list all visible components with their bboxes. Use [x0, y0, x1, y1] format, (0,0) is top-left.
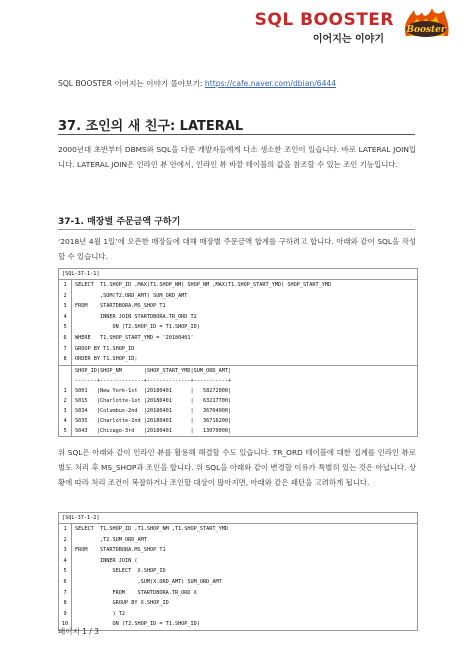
code-line	[59, 566, 417, 577]
code-text: GROUP BY X.SHOP_ID	[75, 600, 169, 607]
code-text: FROM STARTDBORA.MS_SHOP T1	[75, 303, 166, 310]
code-line	[59, 577, 417, 588]
line-number: 7	[59, 344, 72, 355]
code-text: ) T2	[75, 610, 125, 617]
code-line	[59, 322, 417, 333]
code-text: S035 |Charlotte-2nd |20180401 | 36716200|	[75, 417, 232, 424]
code-line	[59, 312, 417, 323]
line-number: 10	[59, 619, 72, 630]
code-text: INNER JOIN (	[75, 557, 138, 564]
code-text: ,SUM(X.ORD_AMT) SUM_ORD_AMT	[75, 578, 222, 585]
code-line	[59, 556, 417, 567]
intro-paragraph: 2000년대 초반부터 DBMS와 SQL을 다룬 개발자들에게 다소 생소한 조인이 있습니다. 바로 LATERAL JOIN입니다. LATERAL JOIN은 인라인 뷰 안에서, 인라인 뷰 바깥 테이블의 값을 참조할 수 있는 조인 기능입니다.	[58, 145, 416, 169]
code-text: -------+--------------+--------------+-----------+	[75, 377, 232, 384]
code-line	[59, 333, 417, 344]
code-text: GROUP BY T1.SHOP_ID	[75, 345, 135, 352]
code-block-header: [SQL-37-1-2]	[59, 513, 417, 524]
cafe-link-line	[58, 78, 336, 89]
sql-code-block-1	[58, 268, 418, 437]
code-text: FROM STARTDBORA.TR_ORD X	[75, 589, 197, 596]
sub-paragraph: ‘2018년 4월 1일’에 오픈한 매장들에 대해 매장별 주문금액 합계를 구하려고 합니다. 아래와 같이 SQL을 작성할 수 있습니다.	[58, 237, 416, 261]
line-number: 7	[59, 588, 72, 599]
code-line	[59, 535, 417, 546]
code-line	[59, 545, 417, 556]
code-line	[59, 291, 417, 302]
line-number	[59, 366, 72, 376]
line-number: 3	[59, 406, 72, 416]
line-number: 8	[59, 354, 72, 365]
code-text: FROM STARTDBORA.MS_SHOP T1	[75, 547, 166, 554]
line-number: 1	[59, 524, 72, 535]
code-line	[59, 354, 417, 365]
code-line	[59, 588, 417, 599]
line-number: 3	[59, 545, 72, 556]
code-line	[59, 524, 417, 535]
line-number: 8	[59, 598, 72, 609]
query-result-table	[59, 365, 417, 436]
section-title: 37. 조인의 새 친구: LATERAL	[58, 119, 244, 134]
logo-flame-badge-icon	[400, 6, 452, 42]
subsection-title: 37-1. 매장별 주문금액 구하기	[58, 217, 181, 227]
section-divider	[58, 134, 415, 135]
result-row	[59, 426, 417, 436]
code-text: ON (T2.SHOP_ID = T1.SHOP_ID)	[75, 324, 200, 331]
line-number: 4	[59, 312, 72, 323]
code-line	[59, 344, 417, 355]
line-number: 9	[59, 609, 72, 620]
line-number: 2	[59, 291, 72, 302]
code-lines	[59, 524, 417, 630]
line-number: 4	[59, 416, 72, 426]
line-number: 5	[59, 566, 72, 577]
header-logo	[252, 4, 452, 45]
code-text: SELECT T1.SHOP_ID ,MAX(T1.SHOP_NM) SHOP_NM ,MAX(T1.SHOP_START_YMD) SHOP_START_YMD	[75, 282, 332, 288]
code-line	[59, 280, 417, 291]
code-line	[59, 619, 417, 630]
line-number: 1	[59, 280, 72, 291]
result-row	[59, 396, 417, 406]
code-text: ,T2.SUM_ORD_AMT	[75, 536, 147, 543]
logo-title: SQL BOOSTER	[254, 10, 394, 30]
code-lines	[59, 280, 417, 365]
code-text: S043 |Chicago-3rd |20180401 | 13070000|	[75, 427, 232, 434]
code-text: S034 |Columbus-2nd |20180401 | 36704900|	[75, 407, 232, 414]
code-text: SHOP_ID|SHOP_NM |SHOP_START_YMD|SUM_ORD_AMT|	[75, 367, 232, 374]
result-row	[59, 386, 417, 396]
result-row	[59, 366, 417, 376]
line-number: 2	[59, 535, 72, 546]
line-number: 2	[59, 396, 72, 406]
line-number	[59, 376, 72, 386]
line-number: 6	[59, 577, 72, 588]
subsection-divider	[58, 229, 415, 230]
code-text: SELECT T1.SHOP_ID ,T1.SHOP_NM ,T1.SHOP_START_YMD	[75, 526, 229, 532]
code-line	[59, 598, 417, 609]
page-footer: 페이지 1 / 3	[58, 627, 99, 636]
code-text: S001 |New York-1st |20180401 | 58272000|	[75, 387, 232, 394]
code-text: ON (T2.SHOP_ID = T1.SHOP_ID)	[75, 621, 200, 628]
explain-paragraph: 위 SQL은 아래와 같이 인라인 뷰를 활용해 해결할 수도 있습니다. TR_ORD 테이블에 대한 집계를 인라인 뷰로 별도 처리 후 MS_SHOP과 조인을 합니다. 위 SQL을 아래와 같이 변경할 이유가 특별히 있는 것은 아닙니다. 상황에 따라 처리 조건이 복잡하거나 조인할 대상이 많아지면, 아래와 같은 패턴을 고려하게 됩니다.	[58, 448, 416, 487]
cafe-url-link[interactable]: https://cafe.naver.com/dbian/6444	[204, 79, 337, 88]
link-label: SQL BOOSTER 이어지는 이야기 몰아보기:	[58, 79, 205, 88]
line-number: 5	[59, 322, 72, 333]
code-line	[59, 609, 417, 620]
code-text: ,SUM(T2.ORD_AMT) SUM_ORD_AMT	[75, 292, 188, 299]
code-text: INNER JOIN STARTDBORA.TR_ORD T2	[75, 313, 197, 320]
line-number: 5	[59, 426, 72, 436]
result-row	[59, 416, 417, 426]
svg-text:Booster: Booster	[406, 25, 446, 35]
line-number: 3	[59, 301, 72, 312]
code-text: ORDER BY T1.SHOP_ID;	[75, 356, 138, 363]
line-number: 1	[59, 386, 72, 396]
line-number: 6	[59, 333, 72, 344]
sql-code-block-2	[58, 512, 418, 631]
code-text: WHERE T1.SHOP_START_YMD = '20180401'	[75, 334, 194, 341]
result-row	[59, 376, 417, 386]
result-row	[59, 406, 417, 416]
code-text: S015 |Charlotte-1st |20180401 | 63217700|	[75, 397, 232, 404]
code-block-header: [SQL-37-1-1]	[59, 269, 417, 280]
logo-subtitle: 이어지는 이야기	[312, 34, 384, 45]
line-number: 4	[59, 556, 72, 567]
code-line	[59, 301, 417, 312]
code-text: SELECT X.SHOP_ID	[75, 568, 166, 575]
